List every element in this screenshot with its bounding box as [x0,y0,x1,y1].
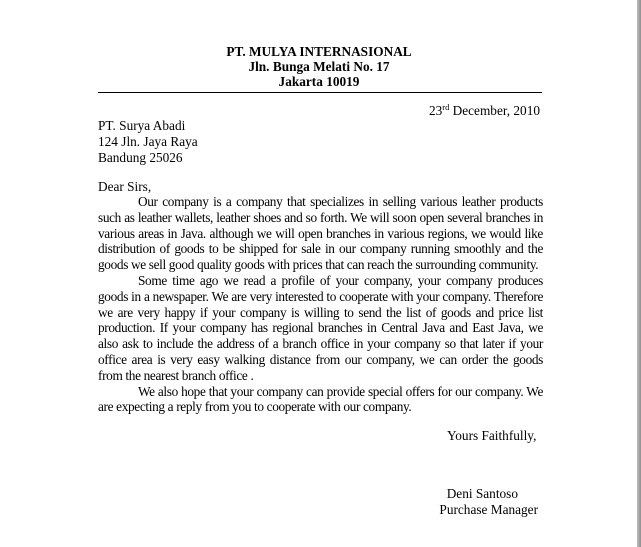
recipient-city: Bandung 25026 [98,149,183,165]
letter-date [429,103,540,119]
recipient-address [98,118,198,165]
date-suffix: rd [442,102,450,112]
recipient-name: PT. Surya Abadi [98,118,186,133]
letter-body [98,194,543,415]
company-name: PT. MULYA INTERNASIONAL [226,44,412,59]
company-address: Jln. Bunga Melati No. 17 [248,59,390,74]
salutation: Dear Sirs, [98,179,152,194]
date-rest: December, 2010 [449,103,540,118]
recipient-street: 124 Jln. Jaya Raya [98,133,198,149]
body-paragraph: Our company is a company that specializes in selling various leather products such as leather wallets, leather shoes and so forth. We will soon open several branches in various areas in Java. although we will open branches in various regions, we would like distribution of goods to be shipped for sale in our company running smoothly and the goods we sell good quality goods with prices that can reach the surrounding community. [98,194,543,273]
signatory-title: Purchase Manager [439,501,538,517]
closing: Yours Faithfully, [447,428,537,443]
signature-block [439,486,538,518]
body-paragraph: Some time ago we read a profile of your company, your company produces goods in a newspaper. We are very interested to cooperate with your company. Therefore we are very happy if your company is willing to send the list of goods and price list production. If your company has regional branches in Central Java and East Java, we also ask to include the address of a branch office in your company so that later if your office area is very easy walking distance from our company, we can order the goods from the nearest branch office . [98,272,543,383]
company-city: Jakarta 10019 [278,74,360,89]
signatory-name: Deni Santoso [446,486,518,501]
letterhead [98,44,540,89]
page-shadow-edge [637,0,641,547]
date-day: 23 [428,103,443,118]
body-paragraph: We also hope that your company can provide special offers for our company. We are expecting a reply from you to cooperate with our company. [98,383,543,415]
letterhead-divider [98,92,542,93]
